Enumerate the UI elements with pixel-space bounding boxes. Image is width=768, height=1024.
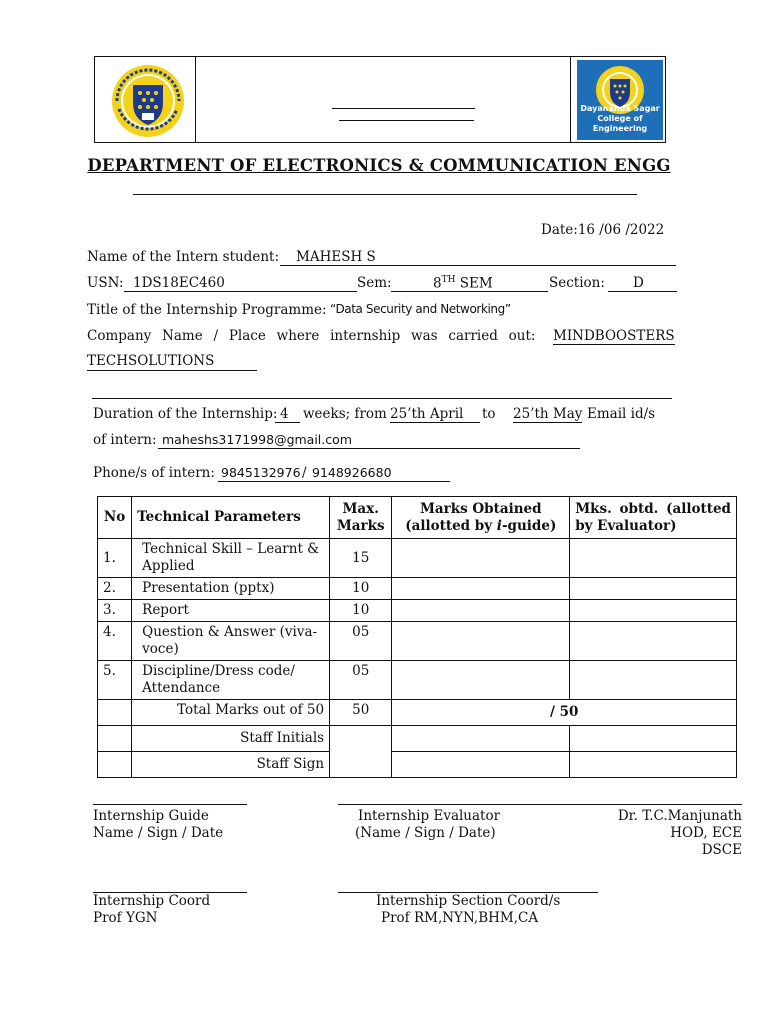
from-date: 25’th April <box>390 406 480 423</box>
header-blank-line <box>339 120 474 121</box>
email-value: maheshs3171998@gmail.com <box>162 432 352 447</box>
row-max: 15 <box>330 539 392 578</box>
table-row <box>98 578 737 600</box>
evaluator-marks-cell[interactable] <box>570 539 737 578</box>
phone-label: Phone/s of intern: <box>93 465 215 481</box>
to-label: to <box>482 406 496 422</box>
company-underline <box>87 370 257 371</box>
table-header-row <box>98 497 737 539</box>
document-date: Date:16 /06 /2022 <box>541 222 665 238</box>
staff-initials-row <box>98 726 737 752</box>
total-obtained[interactable]: / 50 <box>392 700 737 726</box>
evaluator-sign-cell[interactable] <box>570 752 737 778</box>
usn-value: 1DS18EC460 <box>133 275 225 291</box>
header-no: No <box>98 497 132 539</box>
evaluator-sign-line[interactable] <box>338 804 742 805</box>
staff-initials-label: Staff Initials <box>132 726 330 752</box>
header-divider <box>195 57 196 142</box>
section-coord-title: Internship Section Coord/s <box>376 893 561 909</box>
row-max: 10 <box>330 600 392 622</box>
section-value: D <box>633 275 644 291</box>
internship-title-value: “Data Security and Networking” <box>330 302 511 316</box>
intern-name-underline <box>280 265 676 266</box>
section-underline <box>608 291 677 292</box>
row-max: 10 <box>330 578 392 600</box>
row-no: 1. <box>98 539 132 578</box>
company-label: Company Name / Place where internship was carried out: <box>87 328 536 344</box>
row-no: 2. <box>98 578 132 600</box>
coord-title: Internship Coord <box>93 893 211 909</box>
duration-label: Duration of the Internship: <box>93 406 278 422</box>
hod-name: Dr. T.C.Manjunath <box>617 808 742 824</box>
usn-label: USN: <box>87 275 124 291</box>
total-label: Total Marks out of 50 <box>132 700 330 726</box>
duration-underline <box>275 422 300 423</box>
evaluator-marks-cell[interactable] <box>570 622 737 661</box>
guide-sign-line[interactable] <box>93 804 247 805</box>
row-no: 3. <box>98 600 132 622</box>
section-coord-names: Prof RM,NYN,BHM,CA <box>381 910 539 926</box>
total-no-cell <box>98 700 132 726</box>
intern-name-value: MAHESH S <box>296 249 376 265</box>
title-rule <box>133 194 637 195</box>
guide-marks-cell[interactable] <box>392 600 570 622</box>
college-logo-caption: Dayananda Sagar College of Engineering <box>580 104 660 133</box>
email-underline <box>158 448 580 449</box>
header-blank-line <box>332 108 475 109</box>
evaluator-block <box>355 808 500 842</box>
hod-designation: HOD, ECE <box>670 825 742 841</box>
to-date: 25’th May <box>513 406 583 422</box>
guide-marks-cell[interactable] <box>392 578 570 600</box>
row-parameter: Presentation (pptx) <box>132 578 330 600</box>
blank-cell <box>98 752 132 778</box>
guide-marks-cell[interactable] <box>392 539 570 578</box>
guide-title: Internship Guide <box>93 808 209 824</box>
guide-subtitle: Name / Sign / Date <box>93 825 224 841</box>
row-parameter: Report <box>132 600 330 622</box>
evaluator-marks-cell[interactable] <box>570 578 737 600</box>
institution-emblem-icon <box>109 63 187 139</box>
college-logo-icon <box>577 60 663 140</box>
duration-weeks: 4 <box>280 406 289 422</box>
evaluator-marks-cell[interactable] <box>570 600 737 622</box>
evaluator-title: Internship Evaluator <box>358 808 501 824</box>
total-max: 50 <box>330 700 392 726</box>
section-coord-block <box>376 893 560 927</box>
table-row <box>98 661 737 700</box>
email-label-cont: of intern: <box>93 432 157 448</box>
blank-cell <box>98 726 132 752</box>
header-max-marks: Max. Marks <box>330 497 392 539</box>
phone-underline <box>218 481 450 482</box>
intern-name-label: Name of the Intern student: <box>87 249 279 265</box>
guide-block <box>93 808 223 842</box>
internship-title-label: Title of the Internship Programme: <box>87 302 327 318</box>
row-max: 05 <box>330 622 392 661</box>
phone-1: 9845132976 <box>221 465 301 480</box>
phone-separator: / <box>302 465 307 481</box>
coord-name: Prof YGN <box>93 910 158 926</box>
header-divider <box>570 57 571 142</box>
guide-marks-cell[interactable] <box>392 622 570 661</box>
hod-block <box>618 808 742 859</box>
row-parameter: Technical Skill – Learnt & Applied <box>132 539 330 578</box>
evaluator-initials-cell[interactable] <box>570 726 737 752</box>
table-row <box>98 539 737 578</box>
blank-cell <box>330 726 392 778</box>
header-guide-marks: Marks Obtained (allotted by i-guide) <box>392 497 570 539</box>
row-parameter: Discipline/Dress code/ Attendance <box>132 661 330 700</box>
total-row <box>98 700 737 726</box>
email-label: Email id/s <box>587 406 656 422</box>
evaluator-subtitle: (Name / Sign / Date) <box>355 825 496 841</box>
guide-initials-cell[interactable] <box>392 726 570 752</box>
table-row <box>98 600 737 622</box>
header-evaluator-marks: Mks. obtd. (allotted by Evaluator) <box>570 497 737 539</box>
row-no: 4. <box>98 622 132 661</box>
row-no: 5. <box>98 661 132 700</box>
row-max: 05 <box>330 661 392 700</box>
evaluator-marks-cell[interactable] <box>570 661 737 700</box>
staff-sign-row <box>98 752 737 778</box>
hod-college: DSCE <box>701 842 742 858</box>
usn-underline <box>124 291 357 292</box>
department-title: DEPARTMENT OF ELECTRONICS & COMMUNICATION ENGG <box>87 156 671 175</box>
sem-value: 8TH SEM <box>433 275 493 292</box>
header-parameters: Technical Parameters <box>132 497 330 539</box>
sem-label: Sem: <box>357 275 392 291</box>
section-label: Section: <box>549 275 605 291</box>
marks-table <box>97 496 737 778</box>
table-row <box>98 622 737 661</box>
company-value-line1: MINDBOOSTERS <box>553 328 675 344</box>
row-parameter: Question & Answer (viva-voce) <box>132 622 330 661</box>
staff-sign-label: Staff Sign <box>132 752 330 778</box>
phone-2: 9148926680 <box>312 465 392 480</box>
guide-marks-cell[interactable] <box>392 661 570 700</box>
header-box <box>94 56 666 143</box>
guide-sign-cell[interactable] <box>392 752 570 778</box>
weeks-from-label: weeks; from <box>303 406 387 422</box>
company-value-line2: TECHSOLUTIONS <box>87 353 215 369</box>
coord-block <box>93 893 210 927</box>
blank-rule <box>92 398 672 399</box>
